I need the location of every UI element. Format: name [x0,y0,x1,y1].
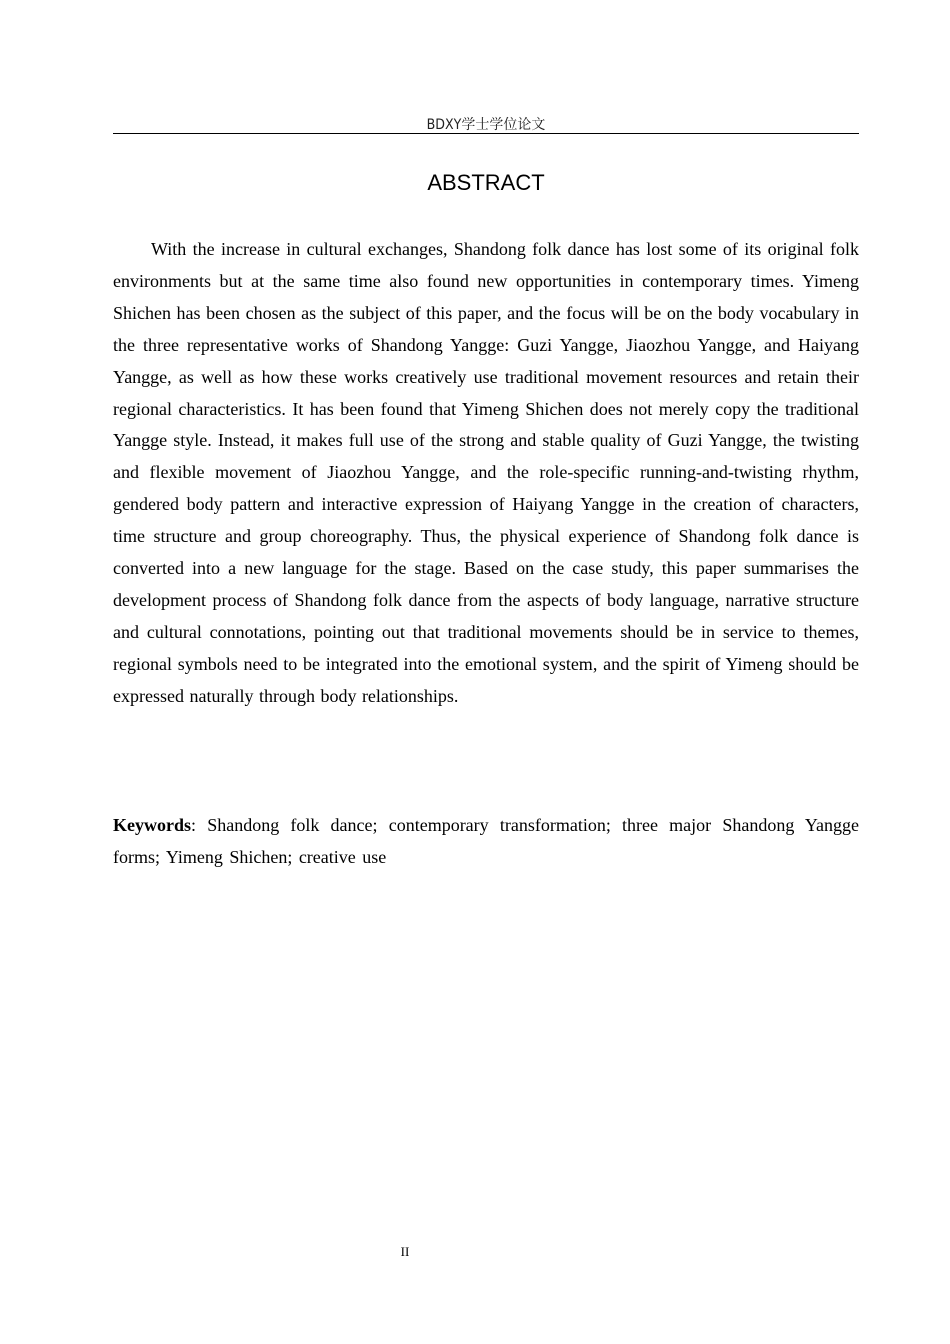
header-divider [113,133,859,134]
abstract-paragraph: With the increase in cultural exchanges, Shandong folk dance has lost some of its original folk environments but at the same time also found new opportunities in contemporary times. Yimeng Shichen has been chosen as the subject of this paper, and the focus will be on the body vocabulary in the three representative works of Shandong Yangge: Guzi Yangge, Jiaozhou Yangge, and Haiyang Yangge, as well as how these works creatively use traditional movement resources and retain their regional characteristics. It has been found that Yimeng Shichen does not merely copy the traditional Yangge style. Instead, it makes full use of the strong and stable quality of Guzi Yangge, the twisting and flexible movement of Jiaozhou Yangge, and the role-specific running-and-twisting rhythm, gendered body pattern and interactive expression of Haiyang Yangge in the creation of characters, time structure and group choreography. Thus, the physical experience of Shandong folk dance is converted into a new language for the stage. Based on the case study, this paper summarises the development process of Shandong folk dance from the aspects of body language, narrative structure and cultural connotations, pointing out that traditional movements should be in service to themes, regional symbols need to be integrated into the emotional system, and the spirit of Yimeng should be expressed naturally through body relationships. [113,239,859,706]
keywords-line [113,809,859,873]
running-header: BDXY学士学位论文 [426,117,546,133]
page-title: ABSTRACT [427,170,545,195]
keywords-text: Shandong folk dance; contemporary transformation; three major Shandong Yangge forms; Yimeng Shichen; creative use [113,815,860,867]
keywords-separator: : [191,815,197,835]
keywords-label: Keywords [113,815,191,835]
page-number: II [400,1244,410,1259]
